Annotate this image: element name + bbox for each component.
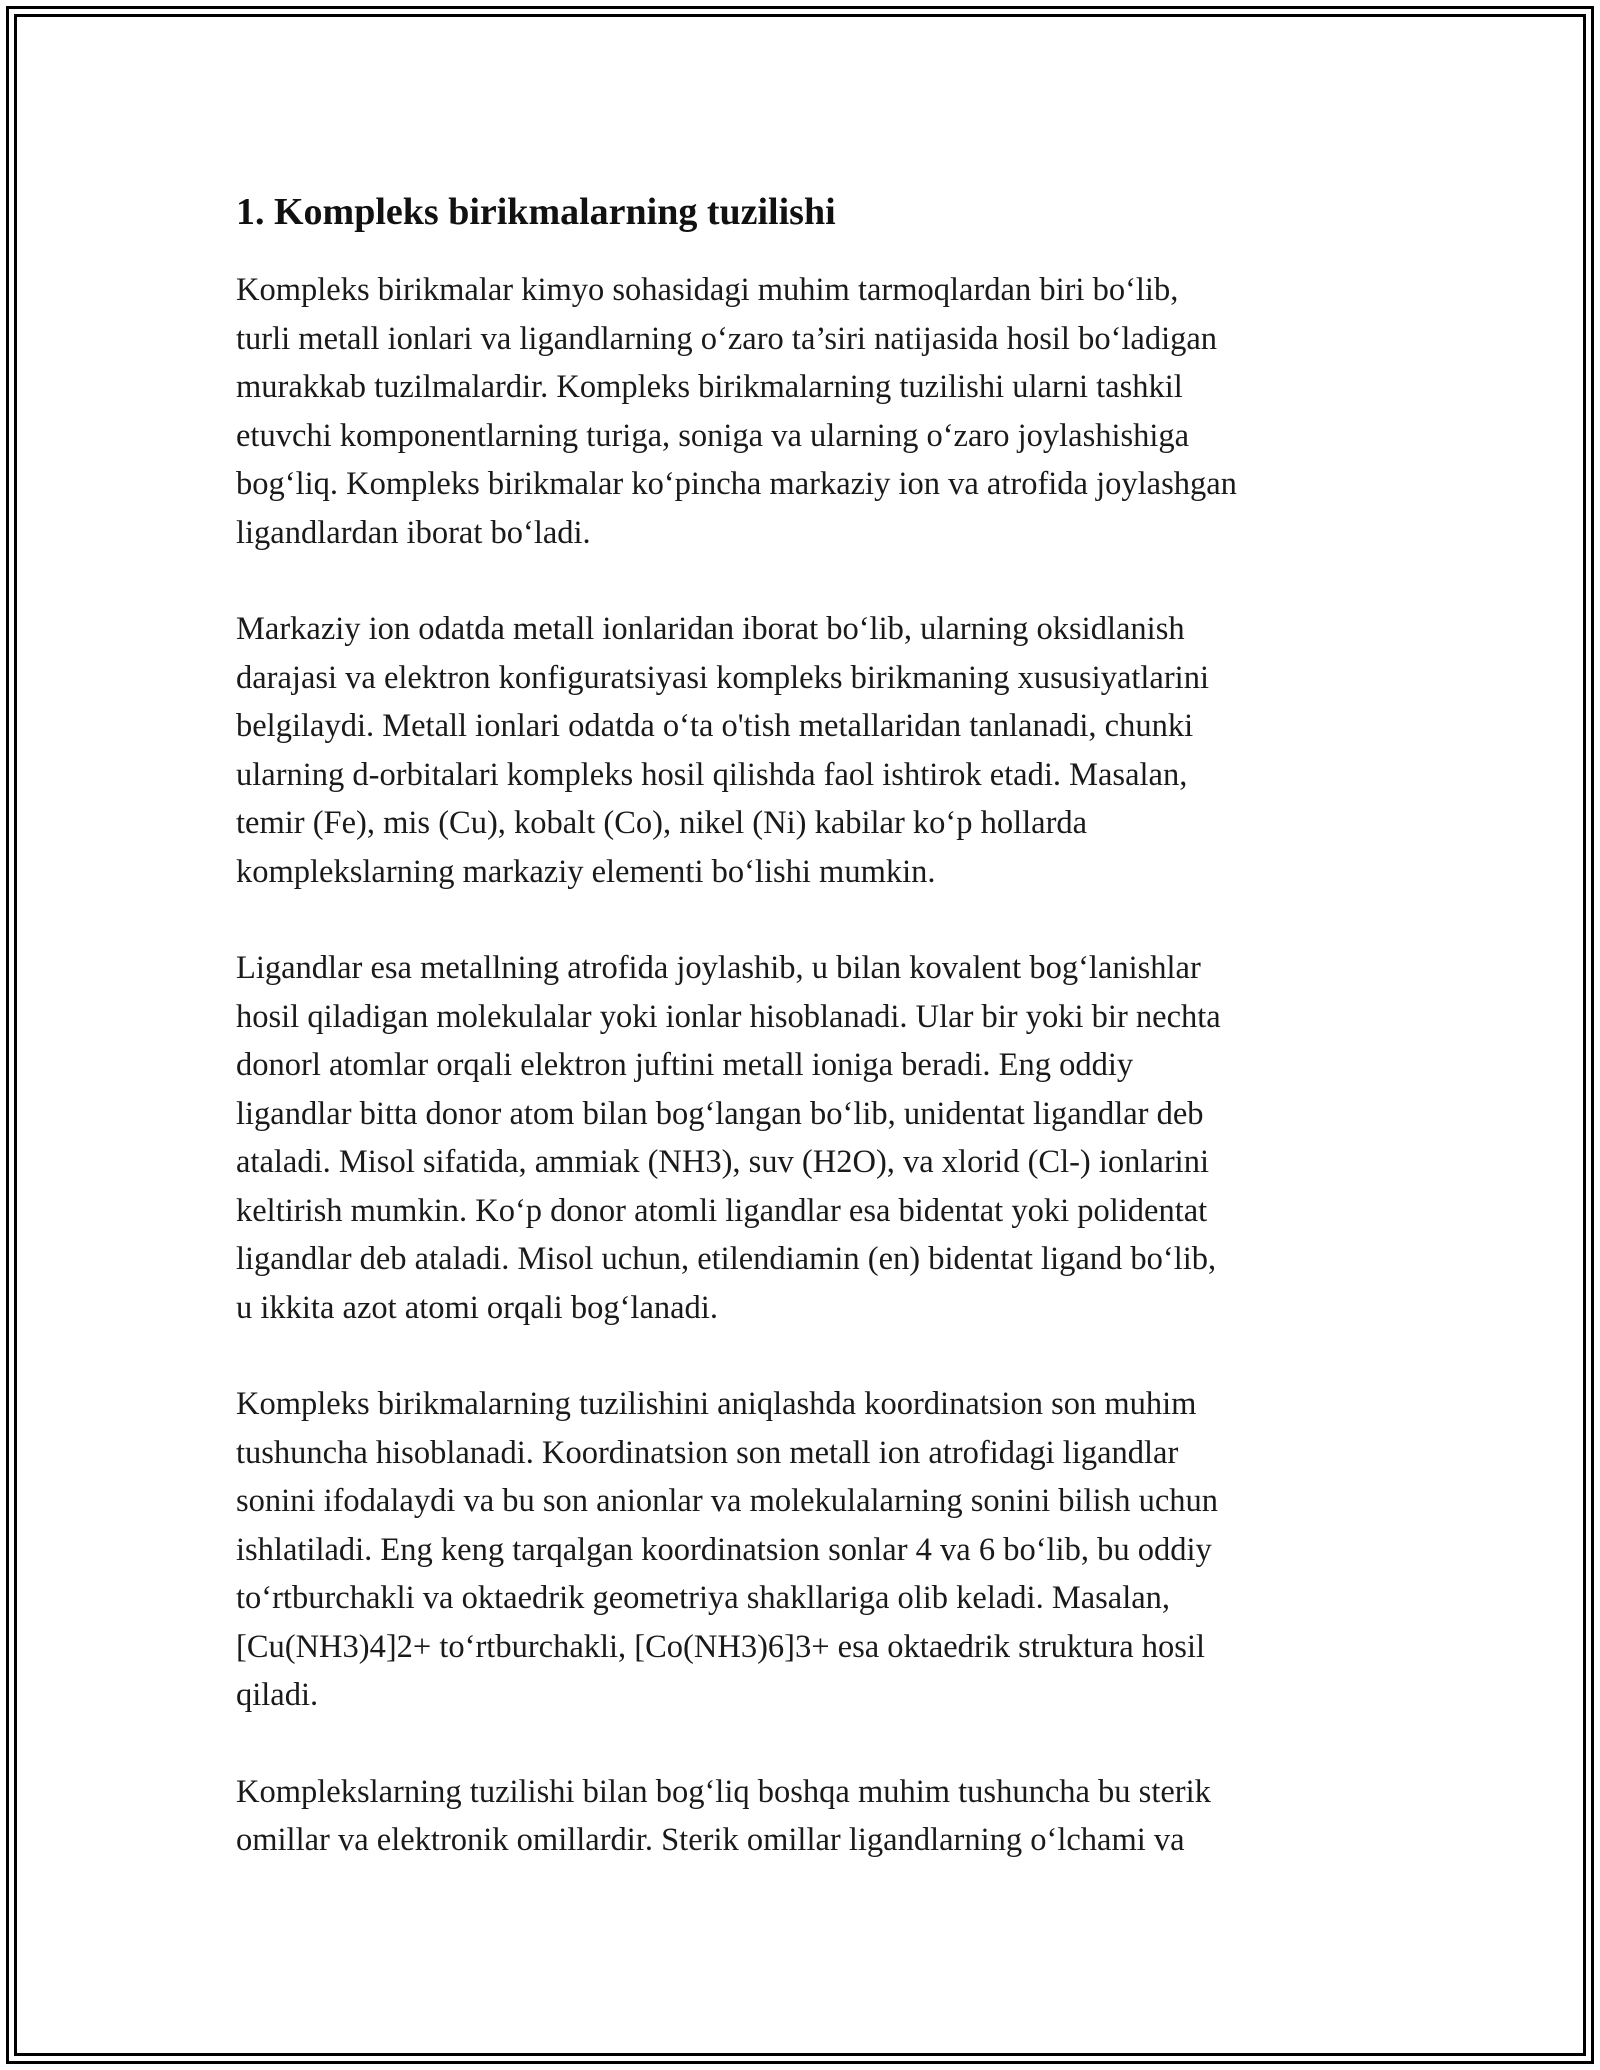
- paragraph-line: temir (Fe), mis (Cu), kobalt (Co), nikel (Ni) kabilar ko‘p hollarda: [236, 805, 1088, 841]
- paragraph-ligands: [236, 944, 1386, 1332]
- paragraph-line: Komplekslarning tuzilishi bilan bog‘liq boshqa muhim tushuncha bu sterik: [236, 1773, 1211, 1810]
- paragraph-line: murakkab tuzilmalardir. Kompleks birikmalarning tuzilishi ularni tashkil: [236, 369, 1183, 405]
- paragraph-line: belgilaydi. Metall ionlari odatda o‘ta o'tish metallaridan tanlanadi, chunki: [236, 708, 1194, 744]
- paragraph-line: tushuncha hisoblanadi. Koordinatsion son metall ion atrofidagi ligandlar: [236, 1434, 1179, 1471]
- paragraph-line: hosil qiladigan molekulalar yoki ionlar hisoblanadi. Ular bir yoki bir nechta: [236, 998, 1221, 1035]
- paragraph-line: [Cu(NH3)4]2+ to‘rtburchakli, [Co(NH3)6]3+ esa oktaedrik struktura hosil: [236, 1628, 1206, 1665]
- paragraph-line: darajasi va elektron konfiguratsiyasi kompleks birikmaning xususiyatlarini: [236, 659, 1209, 696]
- paragraph-line: Ligandlar esa metallning atrofida joylashib, u bilan kovalent bog‘lanishlar: [236, 950, 1201, 986]
- paragraph-coordination-number: [236, 1380, 1386, 1720]
- paragraph-line: sonini ifodalaydi va bu son anionlar va molekulalarning sonini bilish uchun: [236, 1483, 1219, 1519]
- section-heading: 1. Kompleks birikmalarning tuzilishi: [236, 191, 836, 233]
- paragraph-line: keltirish mumkin. Ko‘p donor atomli ligandlar esa bidentat yoki polidentat: [236, 1192, 1208, 1229]
- paragraph-line: Kompleks birikmalarning tuzilishini aniqlashda koordinatsion son muhim: [236, 1386, 1197, 1422]
- paragraph-line: qiladi.: [236, 1677, 319, 1713]
- paragraph-line: ligandlar bitta donor atom bilan bog‘langan bo‘lib, unidentat ligandlar deb: [236, 1095, 1204, 1132]
- paragraph-line: u ikkita azot atomi orqali bog‘lanadi.: [236, 1289, 718, 1326]
- paragraph-line: Markaziy ion odatda metall ionlaridan iborat bo‘lib, ularning oksidlanish: [236, 611, 1185, 647]
- paragraph-line: omillar va elektronik omillardir. Sterik omillar ligandlarning o‘lchami va: [236, 1822, 1185, 1858]
- paragraph-complex-compounds-intro: [236, 266, 1386, 557]
- paragraph-line: ularning d-orbitalari kompleks hosil qilishda faol ishtirok etadi. Masalan,: [236, 756, 1188, 793]
- paragraph-line: ligandlar deb ataladi. Misol uchun, etilendiamin (en) bidentat ligand bo‘lib,: [236, 1241, 1217, 1277]
- paragraph-steric-factors: [236, 1768, 1386, 1865]
- paragraph-line: Kompleks birikmalar kimyo sohasidagi muhim tarmoqlardan biri bo‘lib,: [236, 272, 1179, 308]
- paragraph-line: ishlatiladi. Eng keng tarqalgan koordinatsion sonlar 4 va 6 bo‘lib, bu oddiy: [236, 1531, 1212, 1568]
- paragraph-line: donorl atomlar orqali elektron juftini metall ioniga beradi. Eng oddiy: [236, 1047, 1134, 1083]
- paragraph-central-ion: [236, 605, 1386, 896]
- paragraph-line: etuvchi komponentlarning turiga, soniga va ularning o‘zaro joylashishiga: [236, 417, 1190, 454]
- paragraph-line: bog‘liq. Kompleks birikmalar ko‘pincha markaziy ion va atrofida joylashgan: [236, 466, 1237, 502]
- paragraph-line: turli metall ionlari va ligandlarning o‘zaro ta’siri natijasida hosil bo‘ladigan: [236, 320, 1218, 357]
- paragraph-line: komplekslarning markaziy elementi bo‘lishi mumkin.: [236, 853, 936, 890]
- paragraph-line: ataladi. Misol sifatida, ammiak (NH3), suv (H2O), va xlorid (Cl-) ionlarini: [236, 1144, 1209, 1180]
- document-body: [236, 184, 1386, 1913]
- paragraph-line: to‘rtburchakli va oktaedrik geometriya shakllariga olib keladi. Masalan,: [236, 1580, 1171, 1616]
- paragraph-line: ligandlardan iborat bo‘ladi.: [236, 514, 591, 551]
